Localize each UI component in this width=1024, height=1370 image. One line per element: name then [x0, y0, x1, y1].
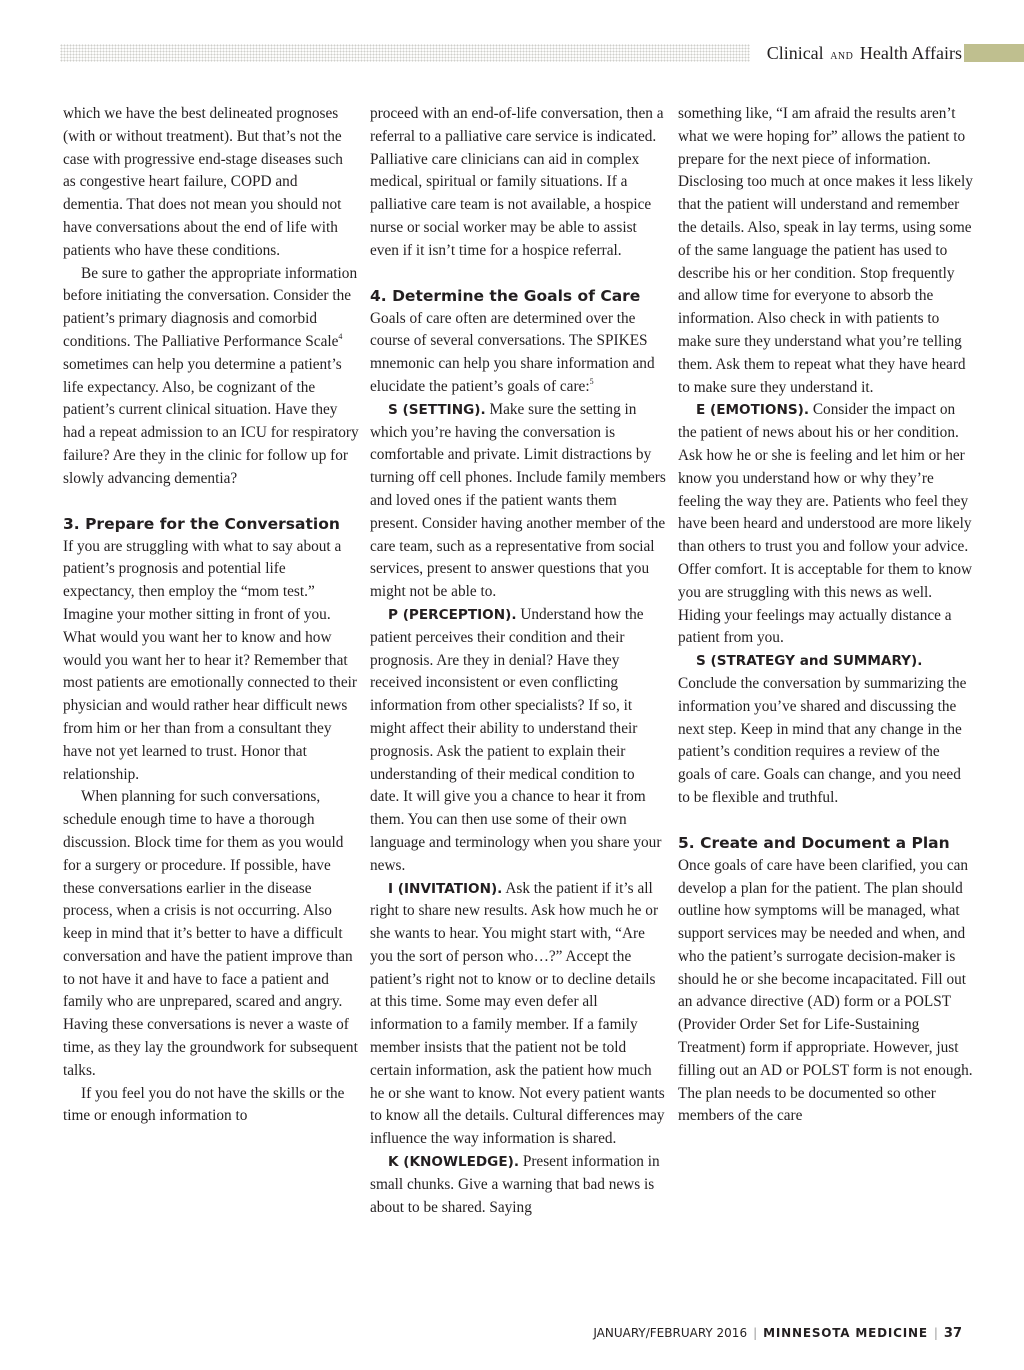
spikes-strategy-summary: S (STRATEGY and SUMMARY). Conclude the conversation by summarizing the information you’ve shared and discussing the next step. Keep in mind that any change in the patient’s condition requires a review of the goals of care. Goals can change, and you need to be flexible and truthful.: [678, 653, 967, 806]
header-decorative-band: [60, 44, 750, 62]
paragraph: When planning for such conversations, schedule enough time to have a thorough discussion. Block time for them as you would for a surgery or procedure. If possible, have these conversations earlier in the disease process, when a crisis is not occurring. Also keep in mind that it’s better to have a difficult conversation and have the patient improve than to not have it and have to face a patient and family who are unprepared, scared and angry. Having these conversations is never a waste of time, as they lay the groundwork for subsequent talks.: [63, 788, 358, 1079]
issue-date: JANUARY/FEBRUARY 2016: [593, 1326, 748, 1340]
magazine-name: MINNESOTA MEDICINE: [763, 1326, 928, 1340]
section-heading: 5. Create and Document a Plan: [678, 833, 950, 852]
column-3: [678, 103, 974, 1128]
paragraph: Goals of care often are determined over the course of several conversations. The SPIKES mnemonic can help you share information and elucidate the patient’s goals of care:$^5$: [370, 309, 655, 395]
run-in-heading: S (SETTING).: [388, 401, 486, 418]
paragraph: proceed with an end-of-life conversation, then a referral to a palliative care service is indicated. Palliative care clinicians can aid in complex medical, spiritual or family situations. If a palliative care team is not available, a hospice nurse or social worker may be able to assist even if it isn’t time for a hospice referral.: [370, 105, 664, 259]
paragraph: Once goals of care have been clarified, you can develop a plan for the patient. The plan should outline how symptoms will be managed, what support services may be needed and when, and who the patient’s surrogate decision-maker is should he or she become incapacitated. Fill out an advance directive (AD) form or a POLST (Provider Order Set for Life-Sustaining Treatment) form if appropriate. However, just filling out an AD or POLST form is not enough. The plan needs to be documented so other members of the care: [678, 856, 973, 1125]
footer-separator: |: [933, 1326, 938, 1340]
section-title-and: AND: [830, 51, 854, 62]
run-in-heading: P (PERCEPTION).: [388, 606, 517, 623]
section-heading: 4. Determine the Goals of Care: [370, 286, 641, 305]
spikes-knowledge: K (KNOWLEDGE). Present information in small chunks. Give a warning that bad news is about to be shared. Saying: [370, 1153, 660, 1216]
footer-separator: |: [753, 1326, 758, 1340]
spikes-perception: P (PERCEPTION). Understand how the patient perceives their condition and their prognosis. Are they in denial? Have they received inconsistent or even conflicting information from other specialists? If so, it might affect their ability to understand their prognosis. Ask the patient to explain their understanding of their medical condition to date. It will give you a chance to hear it from them. You can then use some of their own language and terminology when you share your news.: [370, 605, 662, 874]
footnote-ref: 4: [338, 331, 343, 341]
paragraph: Be sure to gather the appropriate information before initiating the conversation. Consider the patient’s primary diagnosis and comorbid conditions. The Palliative Performance Scale$^4$ sometimes can help you determine a patient’s life expectancy. Also, be cognizant of the patient’s current clinical situation. Have they had a repeat admission to an ICU for respiratory failure? Are they in the clinic for follow up for slowly advancing dementia?: [63, 264, 359, 487]
section-heading: 3. Prepare for the Conversation: [63, 514, 340, 533]
spikes-setting: S (SETTING). Make sure the setting in which you’re having the conversation is comfortable and private. Limit distractions by turning off cell phones. Include family members and loved ones if the patient wants them present. Consider having another member of the care team, such as a representative from social services, present to answer questions that you might not be able to.: [370, 400, 666, 601]
spikes-emotions: E (EMOTIONS). Consider the impact on the patient of news about his or her condition. Ask how he or she is feeling and let him or her know you understand how or why they’re feeling the way they are. Patients who feel they have been heard and understood are more likely than others to trust you and follow your advice. Offer comfort. It is acceptable for them to know you are struggling with this news as well. Hiding your feelings may actually distance a patient from you.: [678, 401, 973, 647]
page-footer: [593, 1326, 962, 1341]
run-in-heading: I (INVITATION).: [388, 880, 503, 897]
page-number: 37: [943, 1326, 962, 1341]
spikes-invitation: I (INVITATION). Ask the patient if it’s all right to share new results. Ask how much he or she wants to hear. You might start with, “Are you the sort of person who…?” Accept the patient’s right not to know or to decline details at this time. Some may even defer all information to a family member. If a family member insists that the patient not be told certain information, ask the patient how much he or she want to know. Not every patient wants to know all the details. Cultural differences may influence the way information is shared.: [370, 879, 665, 1148]
footnote-ref: 5: [589, 376, 594, 386]
run-in-heading: E (EMOTIONS).: [696, 402, 810, 419]
section-title: [767, 40, 962, 70]
paragraph: something like, “I am afraid the results aren’t what we were hoping for” allows the patient to prepare for the next piece of information. Disclosing too much at once makes it less likely that the patient will understand and remember the details. Also, speak in lay terms, using some of the same language the patient has used to describe his or her condition. Stop frequently and allow time for everyone to absorb the information. Also check in with patients to make sure they understand what you’re telling them. Ask them to repeat what they have heard to make sure they understand it.: [678, 105, 973, 396]
paragraph: If you are struggling with what to say about a patient’s prognosis and potential life expectancy, then employ the “mom test.” Imagine your mother sitting in front of you. What would you want her to know and how would you want her to hear it? Remember that most patients are emotionally connected to their physician and would rather hear difficult news from him or her than from a consultant they have not yet learned to trust. Honor that relationship.: [63, 537, 357, 783]
run-in-heading: S (STRATEGY and SUMMARY).: [696, 653, 923, 670]
section-title-part-a: Clinical: [766, 43, 824, 63]
paragraph: If you feel you do not have the skills or the time or enough information to: [63, 1084, 345, 1125]
paragraph: which we have the best delineated prognoses (with or without treatment). But that’s not the case with progressive end-stage diseases such as congestive heart failure, COPD and dementia. That does not mean you should not have conversations about the end of life with patients who have these conditions.: [63, 105, 343, 259]
column-1: [63, 103, 359, 1128]
column-2: [370, 103, 666, 1219]
section-title-part-b: Health Affairs: [859, 43, 962, 63]
run-in-heading: K (KNOWLEDGE).: [388, 1154, 519, 1171]
header-accent-bar: [964, 44, 1024, 62]
